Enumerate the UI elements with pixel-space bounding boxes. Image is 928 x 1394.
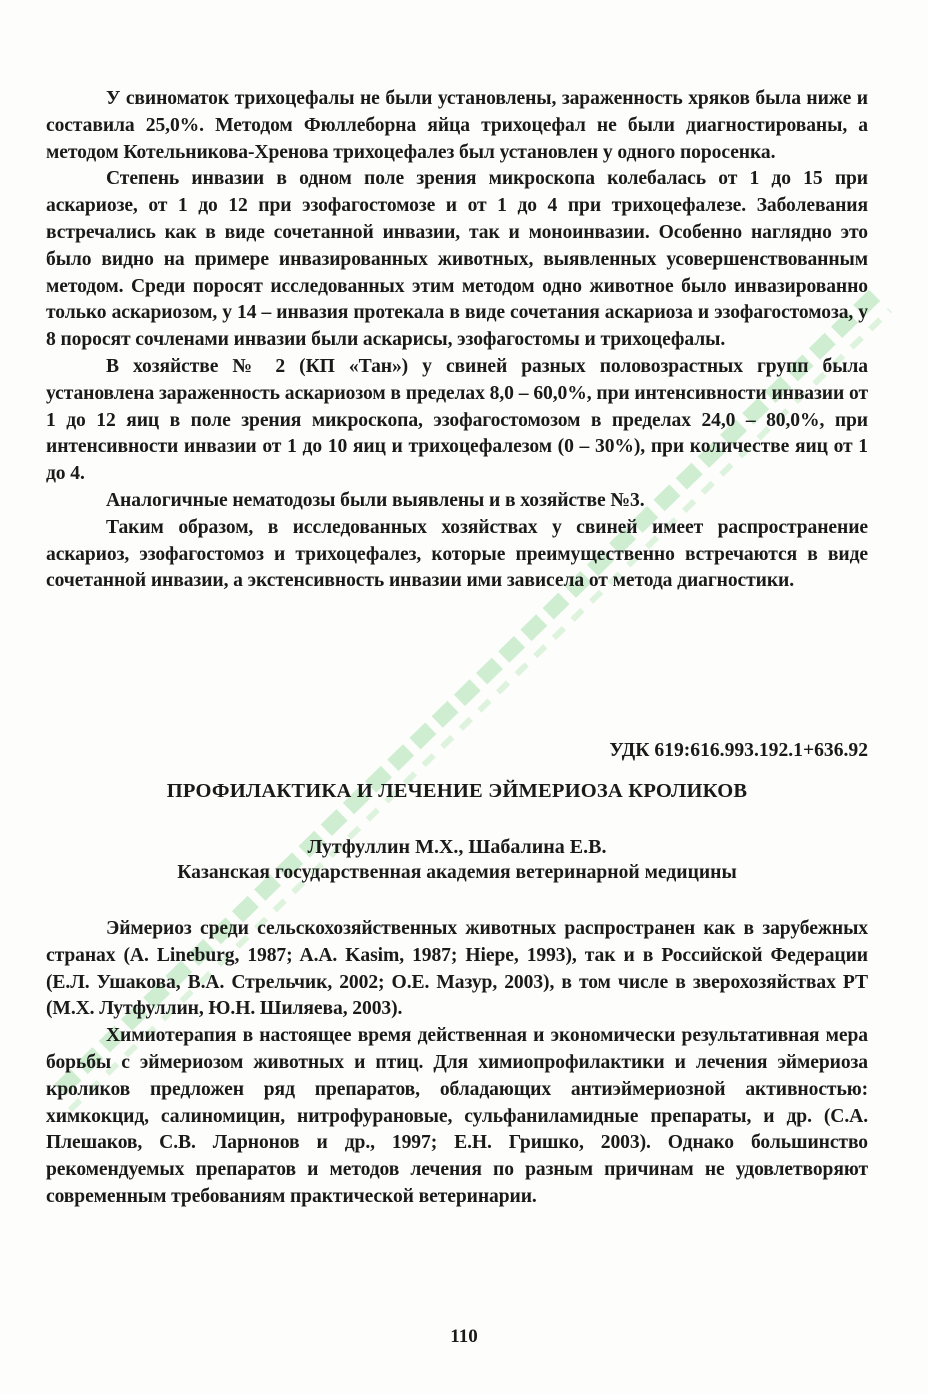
paragraph: В хозяйстве № 2 (КП «Тан») у свиней разных половозрастных групп была установлена зараженность аскариозом в пределах 8,0 – 60,0%, при интенсивности инвазии от 1 до 12 яиц в поле зрения микроскопа, эзофагостомозом в пределах 24,0 – 80,0%, при интенсивности инвазии от 1 до 10 яиц и трихоцефалезом (0 – 30%), при количестве яиц от 1 до 4. xyxy=(46,355,868,485)
paragraph: Таким образом, в исследованных хозяйствах у свиней имеет распространение аскариоз, эзофагостомоз и трихоцефалез, которые преимущественно встречаются в виде сочетанной инвазии, а экстенсивность инвазии ими зависела от метода диагностики. xyxy=(46,516,868,592)
paragraph: Эймериоз среди сельскохозяйственных животных распространен как в зарубежных странах (A. Lineburg, 1987; A.A. Kasim, 1987; Hiepe, 1993), так и в Российской Федерации (Е.Л. Ушакова, В.А. Стрельчик, 2002; О.Е. Мазур, 2003), в том числе в зверохозяйствах РТ (М.Х. Лутфуллин, Ю.Н. Шиляева, 2003). xyxy=(46,918,868,1020)
paragraph: У свиноматок трихоцефалы не были установлены, зараженность хряков была ниже и составила 25,0%. Методом Фюллеборна яйца трихоцефал не были диагностированы, а методом Котельникова-Хренова трихоцефалез был установлен у одного поросенка. xyxy=(46,88,868,163)
page-number: 110 xyxy=(450,1326,478,1347)
continuation-section xyxy=(46,86,868,595)
article-title: ПРОФИЛАКТИКА И ЛЕЧЕНИЕ ЭЙМЕРИОЗА КРОЛИКОВ xyxy=(166,780,748,802)
paragraph: Аналогичные нематодозы были выявлены и в хозяйстве №3. xyxy=(106,489,645,511)
udk-code: УДК 619:616.993.192.1+636.92 xyxy=(609,740,868,761)
article-affiliation: Казанская государственная академия ветеринарной медицины xyxy=(177,862,737,883)
paragraph: Степень инвазии в одном поле зрения микроскопа колебалась от 1 до 15 при аскариозе, от 1 до 12 при эзофагостомозе и от 1 до 4 при трихоцефалезе. Заболевания встречались как в виде сочетанной инвазии, так и моноинвазии. Особенно наглядно это было видно на примере инвазированных животных, выявленных усовершенствованным методом. Среди поросят исследованных этим методом одно животное было инвазированно только аскариозом, у 14 – инвазия протекала в виде сочетания аскариоза и эзофагостомоза, у 8 поросят сочленами инвазии были аскарисы, эзофагостомы и трихоцефалы. xyxy=(46,168,868,351)
paragraph: Химиотерапия в настоящее время действенная и экономически результативная мера борьбы с эймериозом животных и птиц. Для химиопрофилактики и лечения эймериоза кроликов предложен ряд препаратов, обладающих антиэймериозной активностью: химкокцид, салиномицин, нитрофурановые, сульфаниламидные препараты, и др. (С.А. Плешаков, С.В. Ларнонов и др., 1997; Е.Н. Гришко, 2003). Однако большинство рекомендуемых препаратов и методов лечения по разным причинам не удовлетворяют современным требованиям практической ветеринарии. xyxy=(46,1025,868,1207)
article-authors: Лутфуллин М.Х., Шабалина Е.В. xyxy=(307,836,607,858)
article-body xyxy=(46,916,868,1211)
